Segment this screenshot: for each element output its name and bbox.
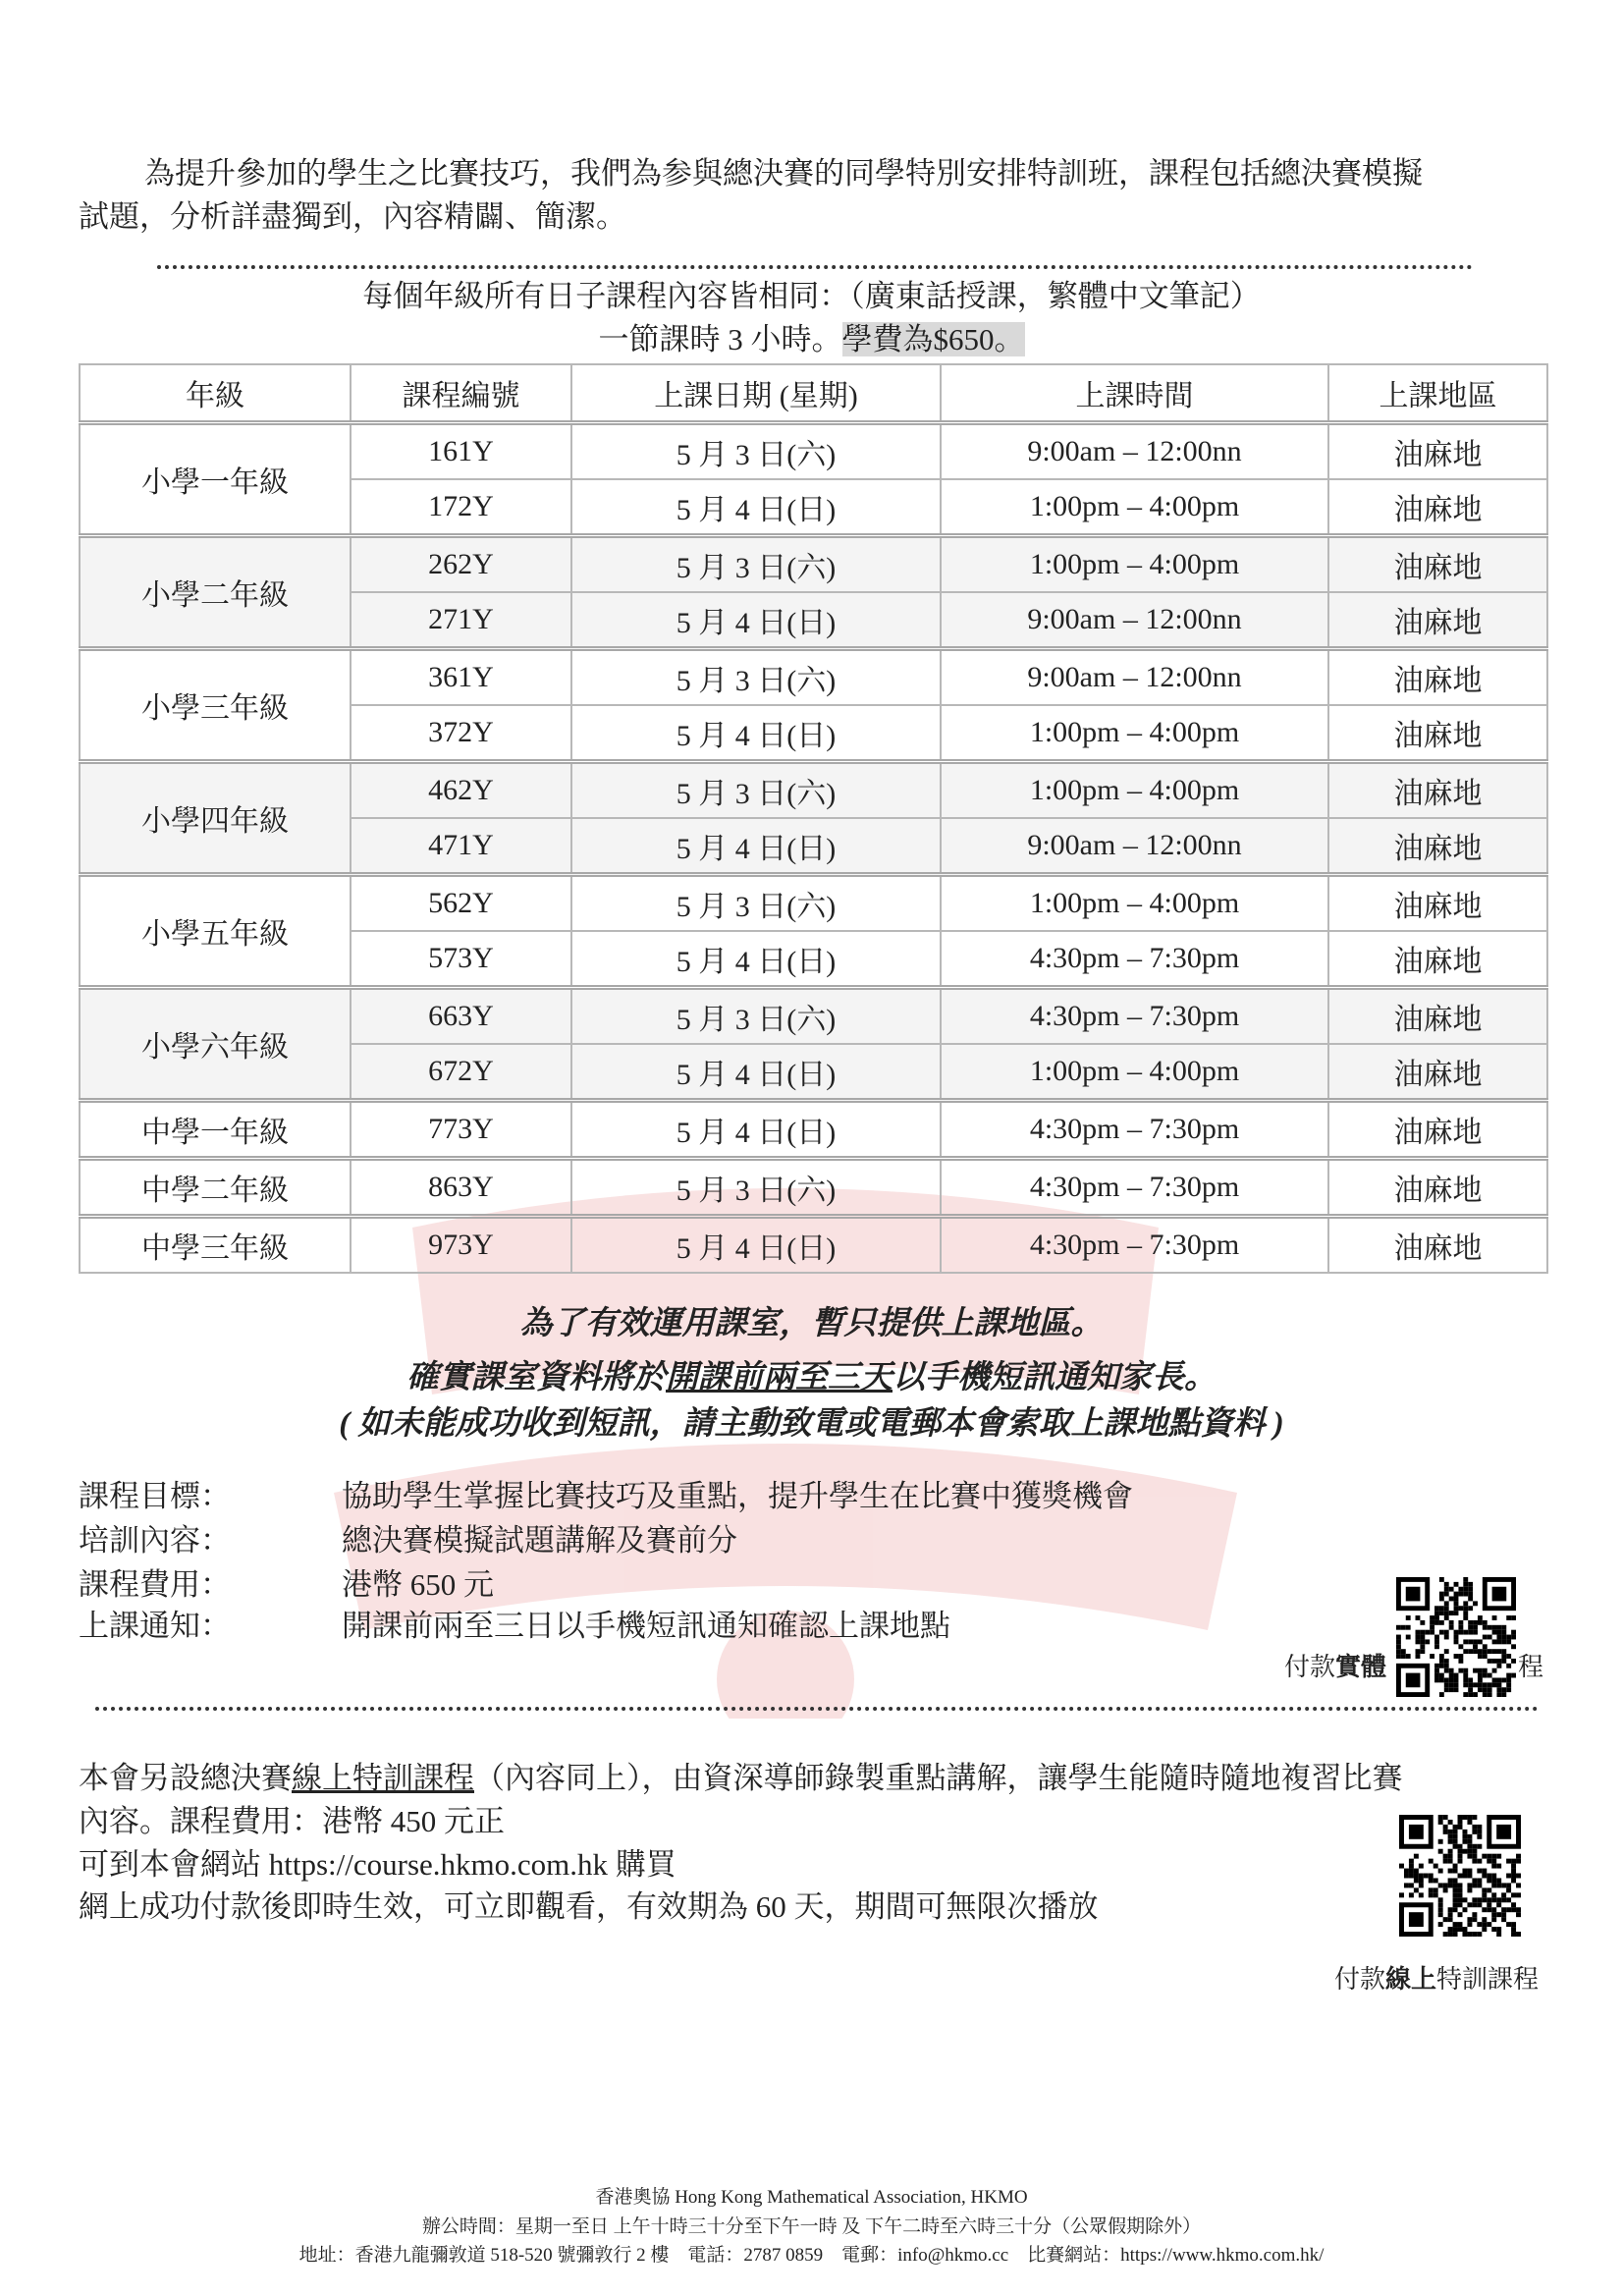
time-cell: 4:30pm – 7:30pm [941,988,1328,1045]
qr1-caption-prefix: 付款 [1284,1652,1336,1681]
intro-line-2: 試題，分析詳盡獨到，內容精闢、簡潔。 [79,199,626,234]
summary-line-1: 每個年級所有日子課程內容皆相同：（廣東話授課，繁體中文筆記） [362,279,1261,313]
time-cell: 4:30pm – 7:30pm [941,1159,1328,1217]
time-cell: 4:30pm – 7:30pm [941,1101,1328,1159]
area-cell: 油麻地 [1328,1101,1547,1159]
time-cell: 9:00am – 12:00nn [941,649,1328,706]
online-line-3: 可到本會網站 https://course.hkmo.com.hk 購買 [79,1847,676,1882]
date-cell: 5 月 4 日(日) [571,1217,941,1274]
date-cell: 5 月 4 日(日) [571,479,941,536]
table-header-row [80,364,1547,423]
column-header: 上課日期 (星期) [571,364,941,423]
qr2-caption-suffix: 特訓課程 [1436,1964,1540,1994]
info-value-goal: 協助學生掌握比賽技巧及重點，提升學生在比賽中獲獎機會 [342,1479,1133,1513]
date-cell: 5 月 4 日(日) [571,592,941,649]
info-label-fee: 課程費用： [79,1567,231,1602]
date-cell: 5 月 3 日(六) [571,536,941,593]
grade-cell: 小學二年級 [80,536,351,649]
notice-line-1: 為了有效運用課室，暫只提供上課地區。 [519,1306,1104,1341]
online-line-4: 網上成功付款後即時生效，可立即觀看，有效期為 60 天，期間可無限次播放 [79,1889,1099,1924]
online-line-2: 內容。課程費用：港幣 450 元正 [79,1804,505,1838]
code-cell: 161Y [351,423,571,480]
column-header: 上課地區 [1328,364,1547,423]
code-cell: 573Y [351,931,571,988]
time-cell: 1:00pm – 4:00pm [941,875,1328,932]
info-value-notice: 開課前兩至三日以手機短訊通知確認上課地點 [342,1609,950,1643]
area-cell: 油麻地 [1328,1044,1547,1101]
table-row [80,649,1547,706]
code-cell: 973Y [351,1217,571,1274]
table-row [80,1217,1547,1274]
area-cell: 油麻地 [1328,931,1547,988]
table-row [80,762,1547,819]
area-cell: 油麻地 [1328,762,1547,819]
grade-cell: 小學六年級 [80,988,351,1101]
area-cell: 油麻地 [1328,423,1547,480]
column-header: 課程編號 [351,364,571,423]
date-cell: 5 月 4 日(日) [571,1044,941,1101]
area-cell: 油麻地 [1328,1159,1547,1217]
time-cell: 4:30pm – 7:30pm [941,1217,1328,1274]
footer-org: 香港奧協 Hong Kong Mathematical Association, HKMO [595,2187,1028,2208]
table-row [80,875,1547,932]
online-course-link: 線上特訓課程 [292,1761,474,1795]
time-cell: 4:30pm – 7:30pm [941,931,1328,988]
area-cell: 油麻地 [1328,988,1547,1045]
dotted-divider [157,265,1473,269]
code-cell: 262Y [351,536,571,593]
area-cell: 油麻地 [1328,536,1547,593]
table-row [80,1101,1547,1159]
date-cell: 5 月 3 日(六) [571,875,941,932]
area-cell: 油麻地 [1328,649,1547,706]
code-cell: 562Y [351,875,571,932]
code-cell: 361Y [351,649,571,706]
time-cell: 9:00am – 12:00nn [941,592,1328,649]
code-cell: 773Y [351,1101,571,1159]
area-cell: 油麻地 [1328,818,1547,875]
notice-line-2-start: 確實課室資料將於 [406,1360,666,1395]
code-cell: 471Y [351,818,571,875]
qr1-caption [1284,1650,1386,1683]
qr1-caption-suffix: 程 [1518,1652,1544,1681]
date-cell: 5 月 3 日(六) [571,649,941,706]
notice-line-2-end: 以手機短訊通知家長。 [893,1360,1217,1395]
code-cell: 271Y [351,592,571,649]
info-value-fee: 港幣 650 元 [342,1567,494,1602]
grade-cell: 中學二年級 [80,1159,351,1217]
grade-cell: 小學五年級 [80,875,351,988]
notice-line-2 [0,1356,1623,1399]
notice-underlined: 開課前兩至三天 [666,1360,893,1395]
code-cell: 863Y [351,1159,571,1217]
qr2-caption-prefix: 付款 [1334,1964,1386,1994]
code-cell: 172Y [351,479,571,536]
date-cell: 5 月 4 日(日) [571,818,941,875]
code-cell: 372Y [351,705,571,762]
online-line-1-end: （內容同上），由資深導師錄製重點講解，讓學生能隨時隨地複習比賽 [474,1761,1403,1795]
info-label-content: 培訓內容： [79,1523,231,1558]
footer-hours: 辦公時間：星期一至日 上午十時三十分至下午一時 及 下午二時至六時三十分（公眾假期除外） [421,2216,1202,2237]
footer-contact: 地址：香港九龍彌敦道 518-520 號彌敦行 2 樓 電話：2787 0859 電郵：info@hkmo.cc 比賽網站：https://www.hkmo.com.hk/ [298,2245,1325,2266]
column-header: 年級 [80,364,351,423]
grade-cell: 小學四年級 [80,762,351,875]
qr1-caption-bold: 實體 [1335,1652,1387,1681]
dotted-divider-2 [95,1707,1539,1711]
date-cell: 5 月 3 日(六) [571,988,941,1045]
info-label-goal: 課程目標： [79,1479,231,1513]
date-cell: 5 月 4 日(日) [571,705,941,762]
area-cell: 油麻地 [1328,1217,1547,1274]
online-line-1-start: 本會另設總決賽 [79,1761,292,1795]
time-cell: 1:00pm – 4:00pm [941,705,1328,762]
table-row [80,1159,1547,1217]
area-cell: 油麻地 [1328,875,1547,932]
code-cell: 663Y [351,988,571,1045]
online-line-1 [79,1758,1403,1799]
time-cell: 1:00pm – 4:00pm [941,536,1328,593]
area-cell: 油麻地 [1328,479,1547,536]
fee-highlight: 學費為$650。 [841,322,1025,356]
qr2-caption-bold: 線上 [1385,1964,1437,1994]
area-cell: 油麻地 [1328,705,1547,762]
time-cell: 9:00am – 12:00nn [941,423,1328,480]
code-cell: 462Y [351,762,571,819]
date-cell: 5 月 3 日(六) [571,423,941,480]
summary-duration: 一節課時 3 小時。 [598,322,842,356]
schedule-table [79,363,1548,1274]
date-cell: 5 月 4 日(日) [571,931,941,988]
grade-cell: 中學一年級 [80,1101,351,1159]
grade-cell: 小學三年級 [80,649,351,762]
intro-line-1: 為提升參加的學生之比賽技巧，我們為参與總決賽的同學特別安排特訓班，課程包括總決賽模擬 [144,156,1423,191]
qr-code-payment-online[interactable] [1399,1815,1521,1937]
summary-line-2 [0,319,1623,360]
info-label-notice: 上課通知： [79,1609,231,1643]
time-cell: 1:00pm – 4:00pm [941,1044,1328,1101]
time-cell: 1:00pm – 4:00pm [941,479,1328,536]
grade-cell: 中學三年級 [80,1217,351,1274]
table-row [80,423,1547,480]
area-cell: 油麻地 [1328,592,1547,649]
date-cell: 5 月 3 日(六) [571,1159,941,1217]
table-row [80,536,1547,593]
code-cell: 672Y [351,1044,571,1101]
time-cell: 9:00am – 12:00nn [941,818,1328,875]
qr-code-payment-physical[interactable] [1396,1577,1516,1697]
notice-line-3: ( 如未能成功收到短訊，請主動致電或電郵本會索取上課地點資料 ) [339,1406,1284,1442]
grade-cell: 小學一年級 [80,423,351,536]
time-cell: 1:00pm – 4:00pm [941,762,1328,819]
column-header: 上課時間 [941,364,1328,423]
qr2-caption [1334,1962,1539,1995]
table-row [80,988,1547,1045]
date-cell: 5 月 4 日(日) [571,1101,941,1159]
date-cell: 5 月 3 日(六) [571,762,941,819]
info-value-content: 總決賽模擬試題講解及賽前分 [342,1523,737,1558]
